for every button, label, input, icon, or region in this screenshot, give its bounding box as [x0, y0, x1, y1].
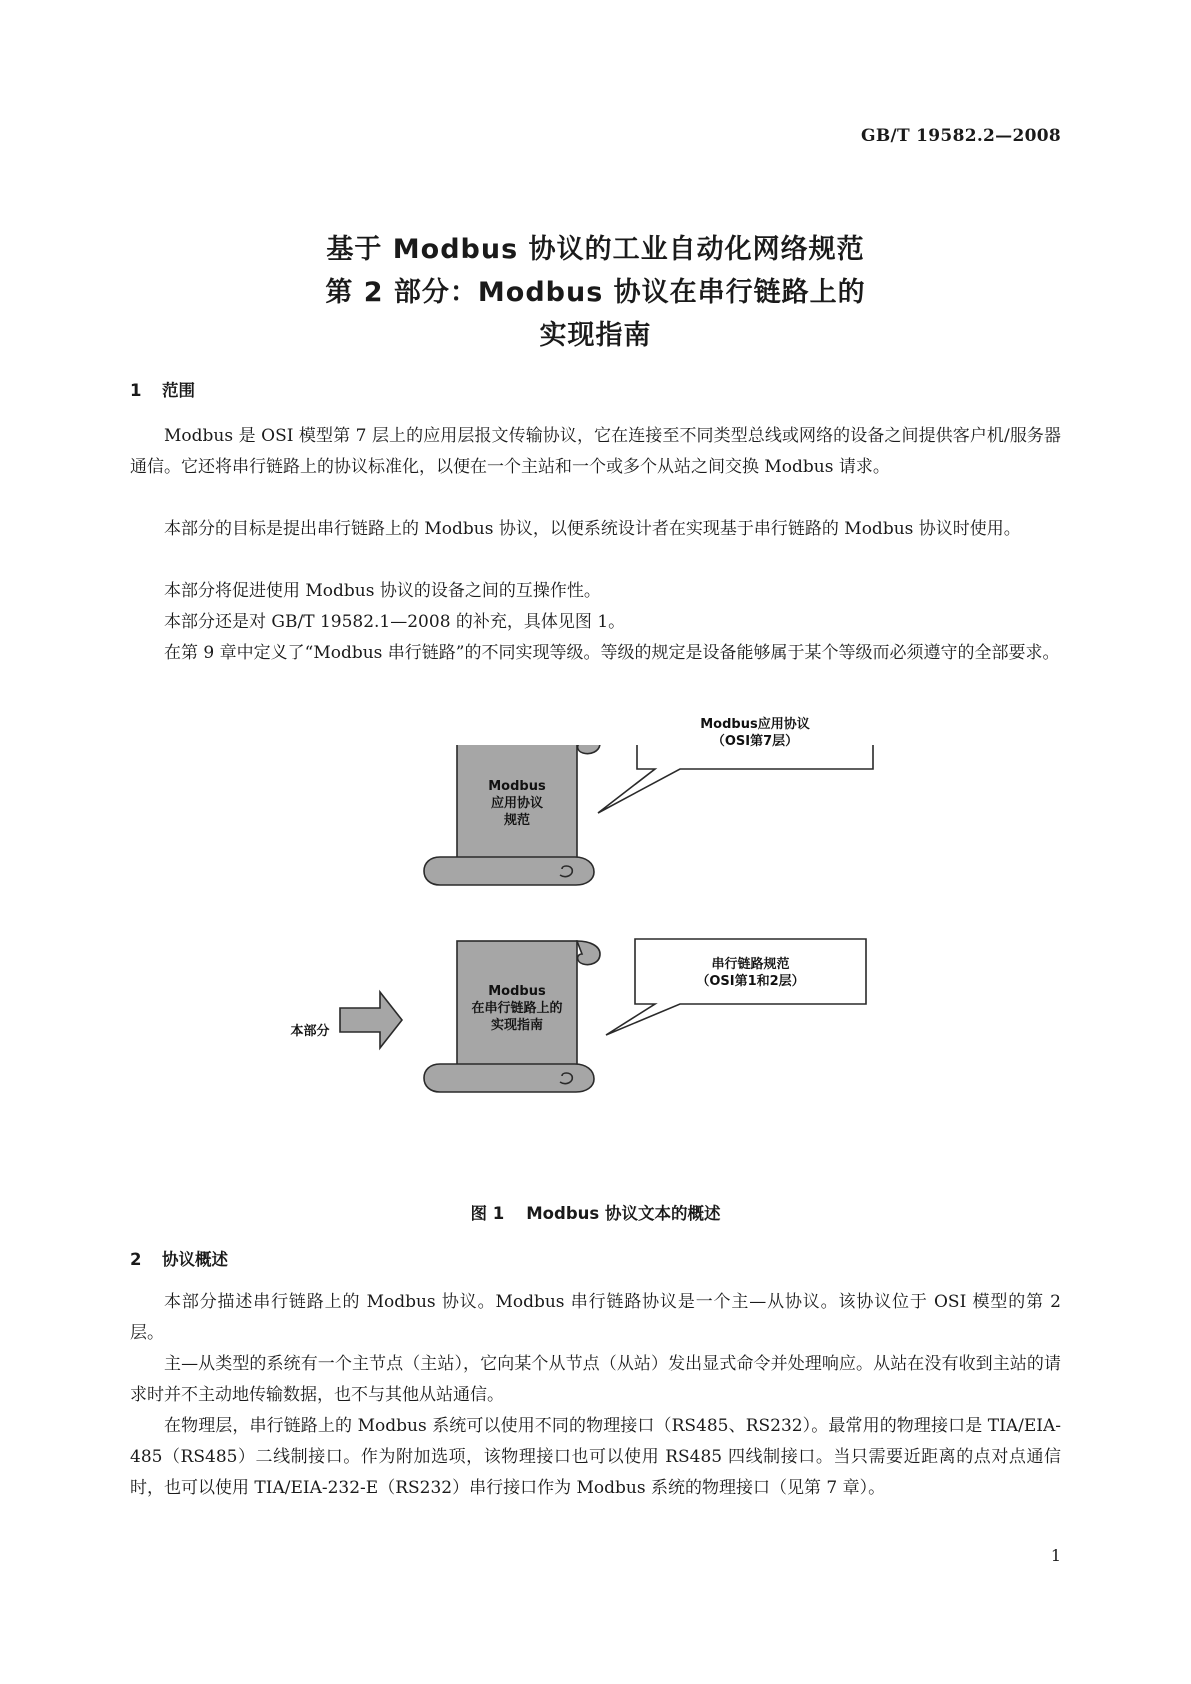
section-1-paragraph-3: 本部分将促进使用 Modbus 协议的设备之间的互操作性。	[164, 581, 601, 601]
section-title: 范围	[162, 381, 195, 400]
figure-1	[290, 717, 930, 1185]
section-number: 1	[130, 381, 142, 400]
section-1-paragraph-4: 本部分还是对 GB/T 19582.1—2008 的补充，具体见图 1。	[164, 612, 626, 632]
callout-bottom-label: 串行链路规范 （OSI第1和2层）	[696, 957, 805, 989]
arrow-shape	[340, 992, 402, 1048]
section-1-heading	[130, 377, 195, 401]
standard-number: GB/T 19582.2—2008	[861, 126, 1061, 146]
section-title: 协议概述	[162, 1250, 228, 1269]
scroll-top-label: Modbus 应用协议 规范	[488, 779, 546, 828]
section-2-heading	[130, 1246, 228, 1270]
document-title	[0, 228, 1191, 357]
callout-top-label: Modbus应用协议 （OSI第7层）	[700, 717, 810, 749]
title-line-1: 基于 Modbus 协议的工业自动化网络规范	[326, 234, 865, 265]
section-1-paragraph-1: Modbus 是 OSI 模型第 7 层上的应用层报文传输协议，它在连接至不同类型总线或网络的设备之间提供客户机/服务器通信。它还将串行链路上的协议标准化，以便在一个主站和一个或多个从站之间交换 Modbus 请求。	[130, 426, 1061, 477]
figure-1-caption	[0, 1200, 1191, 1224]
callout-top-shape	[598, 745, 873, 813]
page-number: 1	[1050, 1546, 1061, 1565]
title-line-3: 实现指南	[539, 320, 652, 351]
arrow-label: 本部分	[290, 1024, 330, 1039]
section-2-paragraph-2: 主—从类型的系统有一个主节点（主站），它向某个从节点（从站）发出显式命令并处理响应。从站在没有收到主站的请求时并不主动地传输数据，也不与其他从站通信。	[130, 1354, 1061, 1405]
figure-caption-text: Modbus 协议文本的概述	[526, 1204, 721, 1223]
title-line-2: 第 2 部分：Modbus 协议在串行链路上的	[325, 277, 866, 308]
scroll-bottom-label: Modbus 在串行链路上的 实现指南	[471, 984, 563, 1033]
section-1-paragraph-5: 在第 9 章中定义了“Modbus 串行链路”的不同实现等级。等级的规定是设备能够属于某个等级而必须遵守的全部要求。	[164, 643, 1060, 663]
section-2-paragraph-3: 在物理层，串行链路上的 Modbus 系统可以使用不同的物理接口（RS485、RS232）。最常用的物理接口是 TIA/EIA-485（RS485）二线制接口。作为附加选项，该物理接口也可以使用 RS485 四线制接口。当只需要近距离的点对点通信时，也可以使用 TIA/EIA-232-E（RS232）串行接口作为 Modbus 系统的物理接口（见第 7 章）。	[130, 1416, 1061, 1498]
section-number: 2	[130, 1250, 142, 1269]
section-2-paragraph-1: 本部分描述串行链路上的 Modbus 协议。Modbus 串行链路协议是一个主—从协议。该协议位于 OSI 模型的第 2 层。	[130, 1292, 1061, 1343]
section-1-paragraph-2: 本部分的目标是提出串行链路上的 Modbus 协议，以便系统设计者在实现基于串行链路的 Modbus 协议时使用。	[164, 519, 1021, 539]
figure-caption-label: 图 1	[470, 1204, 505, 1223]
